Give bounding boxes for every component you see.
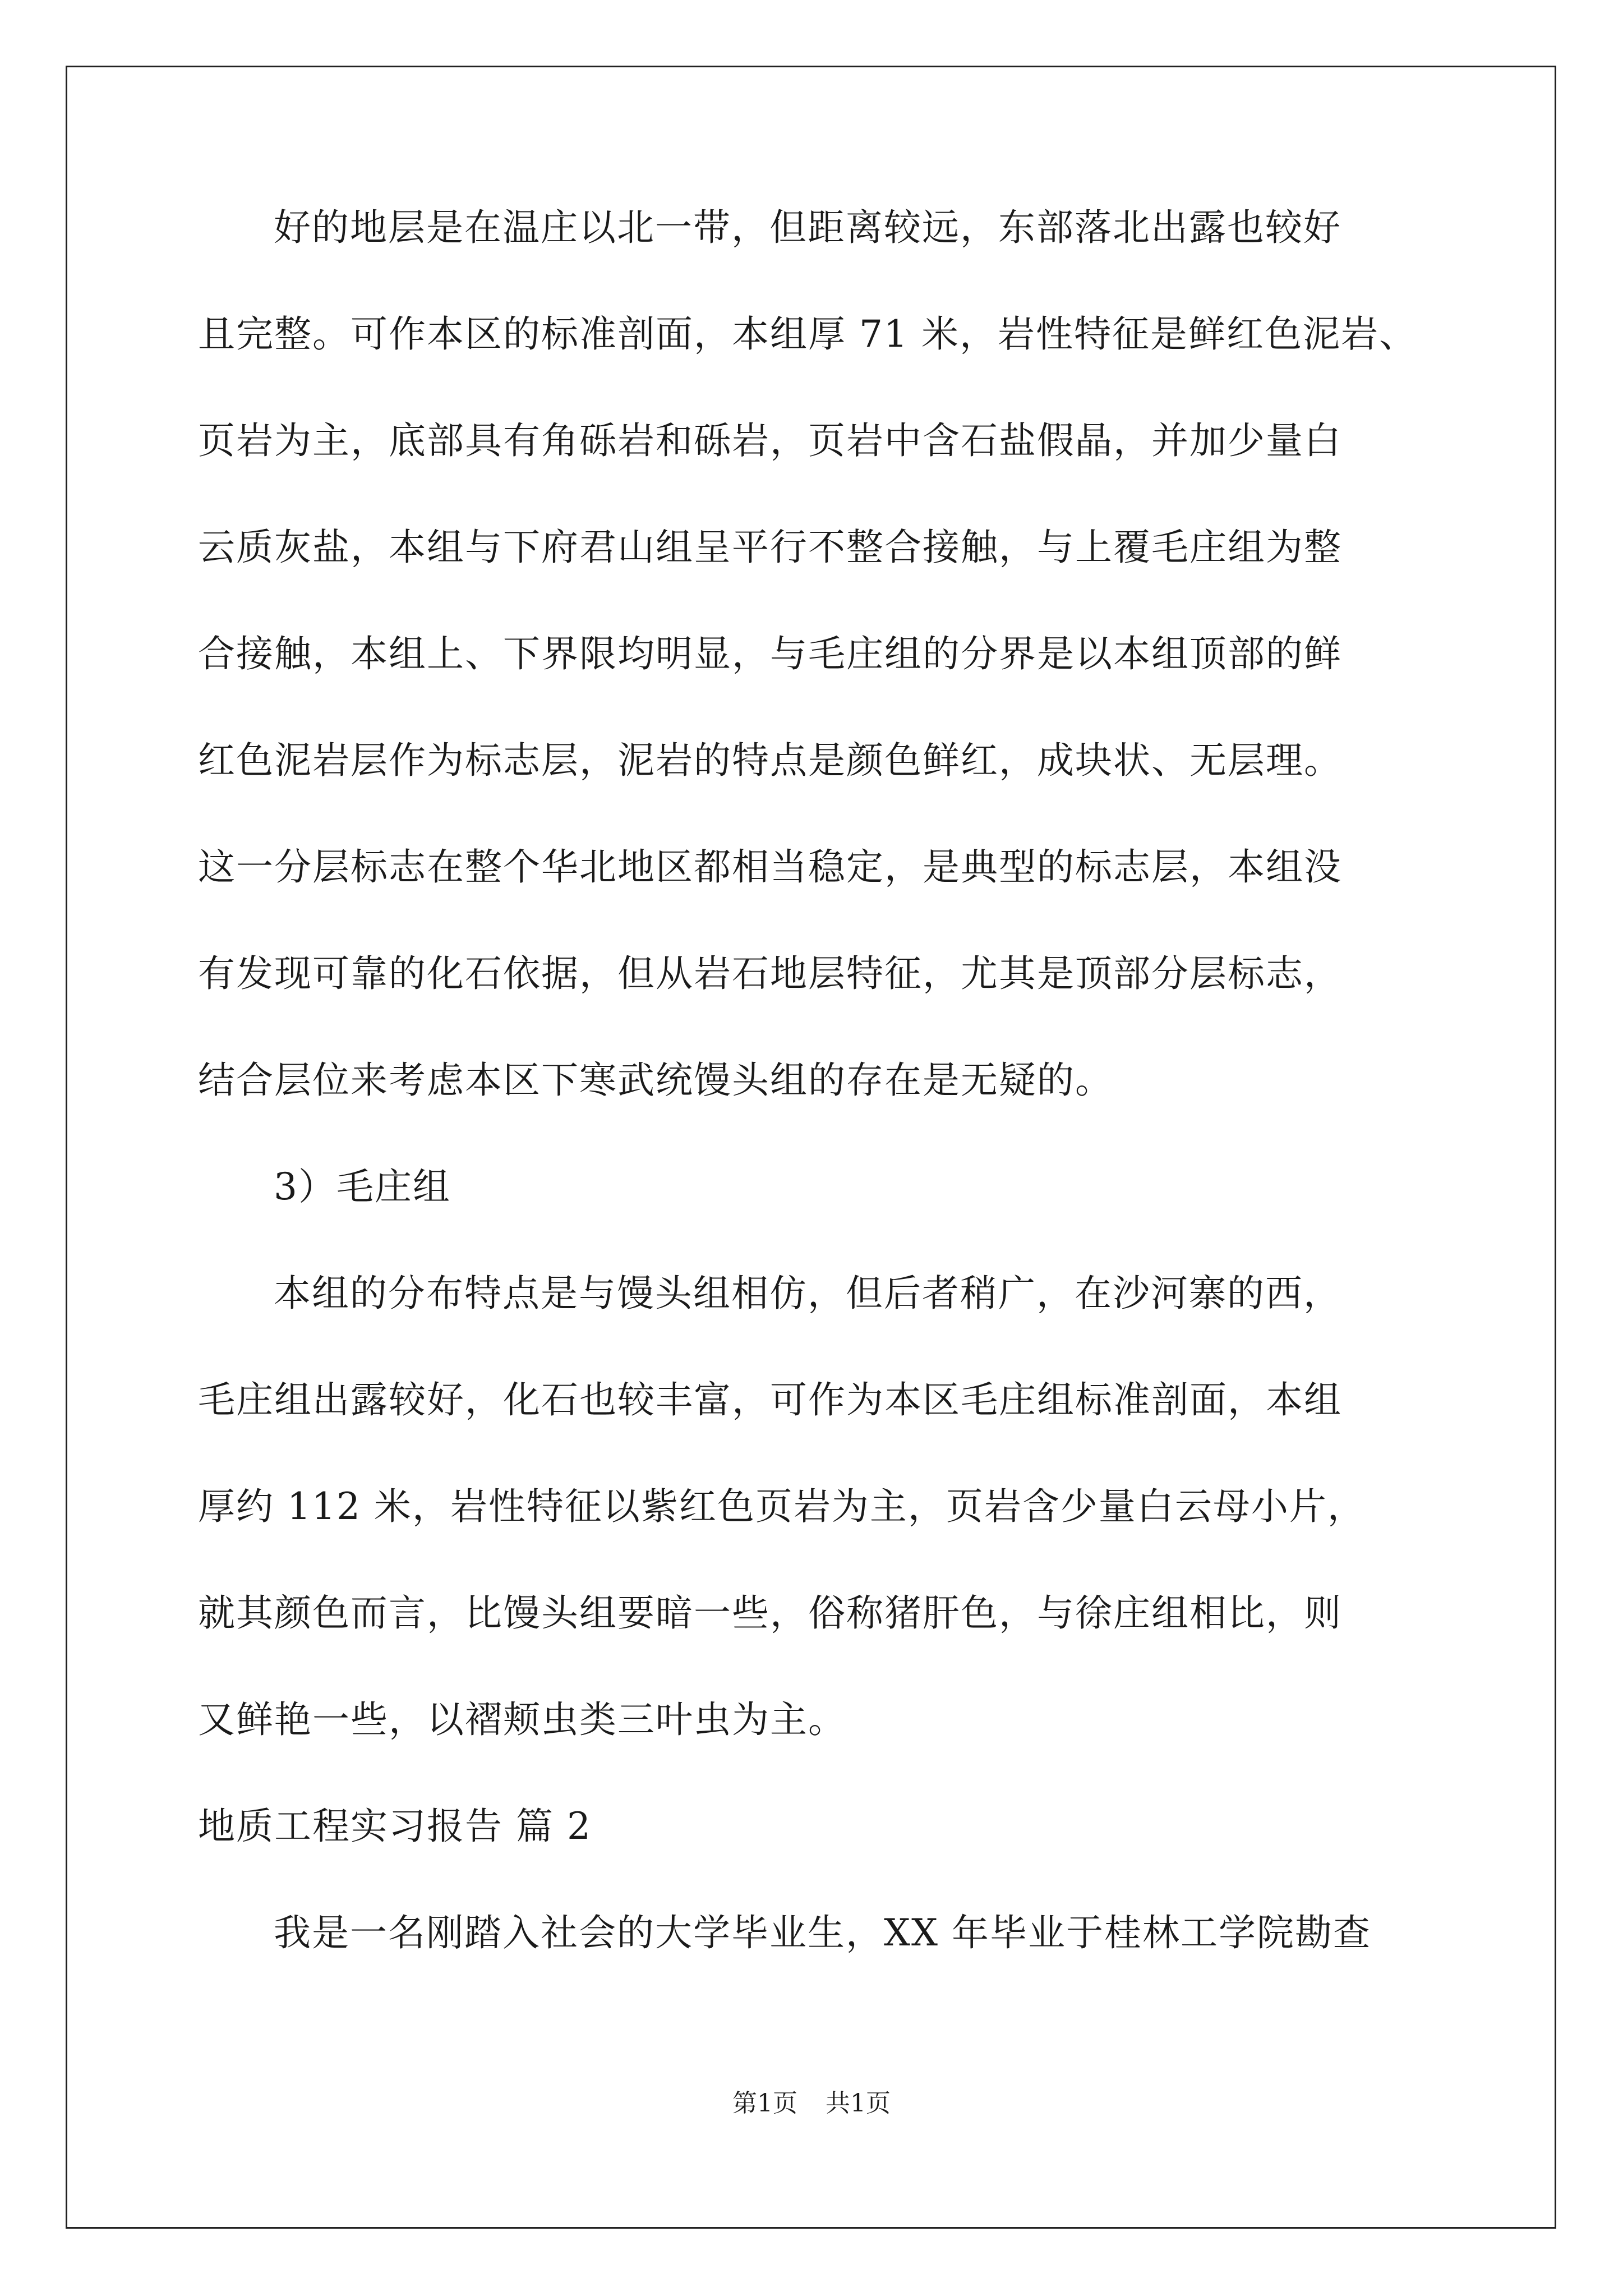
text-line: 毛庄组出露较好，化石也较丰富，可作为本区毛庄组标准剖面，本组 — [198, 1378, 1342, 1421]
page-number-total: 共1页 — [826, 2089, 891, 2118]
text-line: 合接触，本组上、下界限均明显，与毛庄组的分界是以本组顶部的鲜 — [198, 632, 1342, 675]
page-footer — [0, 2087, 1623, 2120]
text-line: 我是一名刚踏入社会的大学毕业生，XX 年毕业于桂林工学院勘查 — [274, 1911, 1371, 1954]
text-line: 又鲜艳一些，以褶颊虫类三叶虫为主。 — [198, 1698, 846, 1741]
text-line: 厚约 112 米，岩性特征以紫红色页岩为主，页岩含少量白云母小片， — [198, 1485, 1366, 1528]
text-line: 红色泥岩层作为标志层，泥岩的特点是颜色鲜红，成块状、无层理。 — [198, 739, 1342, 782]
document-title: 地质工程实习报告 篇 2 — [198, 1805, 592, 1848]
page-border — [66, 66, 1556, 2229]
text-line: 云质灰盐，本组与下府君山组呈平行不整合接触，与上覆毛庄组为整 — [198, 526, 1342, 569]
text-line: 且完整。可作本区的标准剖面，本组厚 71 米，岩性特征是鲜红色泥岩、 — [198, 312, 1417, 356]
text-line: 就其颜色而言，比馒头组要暗一些，俗称猪肝色，与徐庄组相比，则 — [198, 1591, 1342, 1635]
text-line: 本组的分布特点是与馒头组相仿，但后者稍广，在沙河寨的西， — [274, 1272, 1341, 1315]
page-number-current: 第1页 — [732, 2089, 797, 2118]
text-line: 页岩为主，底部具有角砾岩和砾岩，页岩中含石盐假晶，并加少量白 — [198, 419, 1342, 462]
text-line: 好的地层是在温庄以北一带，但距离较远，东部落北出露也较好 — [274, 206, 1341, 249]
section-heading: 3）毛庄组 — [274, 1165, 451, 1208]
text-line: 这一分层标志在整个华北地区都相当稳定，是典型的标志层，本组没 — [198, 845, 1342, 889]
text-line: 有发现可靠的化石依据，但从岩石地层特征，尤其是顶部分层标志， — [198, 952, 1342, 995]
text-line: 结合层位来考虑本区下寒武统馒头组的存在是无疑的。 — [198, 1059, 1113, 1102]
